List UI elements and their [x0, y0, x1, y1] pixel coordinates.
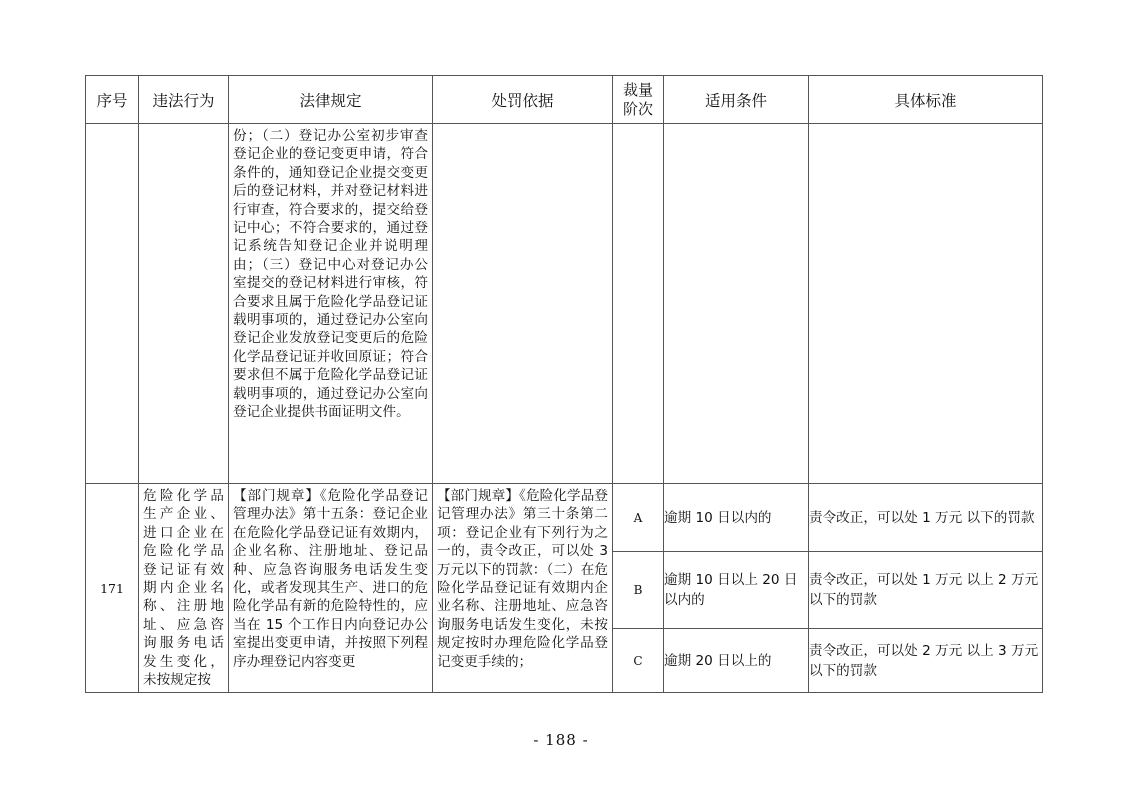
condition-a: 逾期 10 日以内的: [664, 484, 809, 552]
penalty-discretion-table: [85, 75, 1043, 693]
standard-a: 责令改正，可以处 1 万元 以下的罚款: [809, 484, 1043, 552]
standard-c: 责令改正，可以处 2 万元 以上 3 万元以下的罚款: [809, 629, 1043, 693]
cont-law-cell: [229, 124, 433, 484]
table-row-171-a: [86, 484, 1043, 552]
cont-condition-cell: [664, 124, 809, 484]
cont-seq-cell: [86, 124, 139, 484]
cont-standard-cell: [809, 124, 1043, 484]
cont-act-cell: [139, 124, 229, 484]
row-171-act-cell: [139, 484, 229, 693]
cont-basis-cell: [433, 124, 613, 484]
header-discretion-level: [613, 76, 664, 124]
table-row-continuation: [86, 124, 1043, 484]
cont-level-cell: [613, 124, 664, 484]
header-specific-standard: 具体标准: [809, 76, 1043, 124]
cont-law-text: 份；（二）登记办公室初步审查登记企业的登记变更申请，符合条件的，通知登记企业提交变更后的登记材料，并对登记材料进行审查，符合要求的，提交给登记中心；不符合要求的，通过登记系统告知登记企业并说明理由；（三）登记中心对登记办公室提交的登记材料进行审核，符合要求且属于危险化学品登记证载明事项的，通过登记办公室向登记企业发放登记变更后的危险化学品登记证并收回原证；符合要求但不属于危险化学品登记证载明事项的，通过登记办公室向登记企业提供书面证明文件。: [233, 128, 428, 421]
header-row: [86, 76, 1043, 124]
header-legal-provision: 法律规定: [229, 76, 433, 124]
header-applicable-condition: 适用条件: [664, 76, 809, 124]
header-penalty-basis: 处罚依据: [433, 76, 613, 124]
header-illegal-act: 违法行为: [139, 76, 229, 124]
condition-b: 逾期 10 日以上 20 日以内的: [664, 552, 809, 629]
row-171-seq: 171: [86, 484, 139, 693]
row-171-act-text: 危险化学品生产企业、进口企业在危险化学品登记证有效期内企业名称、注册地址、应急咨询服务电话发生变化，未按规定按: [143, 488, 224, 689]
level-a: A: [613, 484, 664, 552]
header-discretion-level-text: 裁量 阶次: [622, 80, 653, 118]
level-c: C: [613, 629, 664, 693]
row-171-basis-text: 【部门规章】《危险化学品登记管理办法》第三十条第二项：登记企业有下列行为之一的，责令改正，可以处 3 万元以下的罚款：（二）在危险化学品登记证有效期内企业名称、注册地址、应急咨询服务电话发生变化，未按规定按时办理危险化学品登记变更手续的；: [437, 488, 608, 670]
row-171-basis-cell: [433, 484, 613, 693]
standard-b: 责令改正，可以处 1 万元 以上 2 万元以下的罚款: [809, 552, 1043, 629]
row-171-law-cell: [229, 484, 433, 693]
row-171-law-text: 【部门规章】《危险化学品登记管理办法》第十五条：登记企业在危险化学品登记证有效期内，企业名称、注册地址、登记品种、应急咨询服务电话发生变化，或者发现其生产、进口的危险化学品有新的危险特性的，应当在 15 个工作日内向登记办公室提出变更申请，并按照下列程序办理登记内容变更: [233, 488, 428, 670]
level-b: B: [613, 552, 664, 629]
condition-c: 逾期 20 日以上的: [664, 629, 809, 693]
page-number: - 188 -: [533, 731, 589, 749]
header-seq: 序号: [86, 76, 139, 124]
